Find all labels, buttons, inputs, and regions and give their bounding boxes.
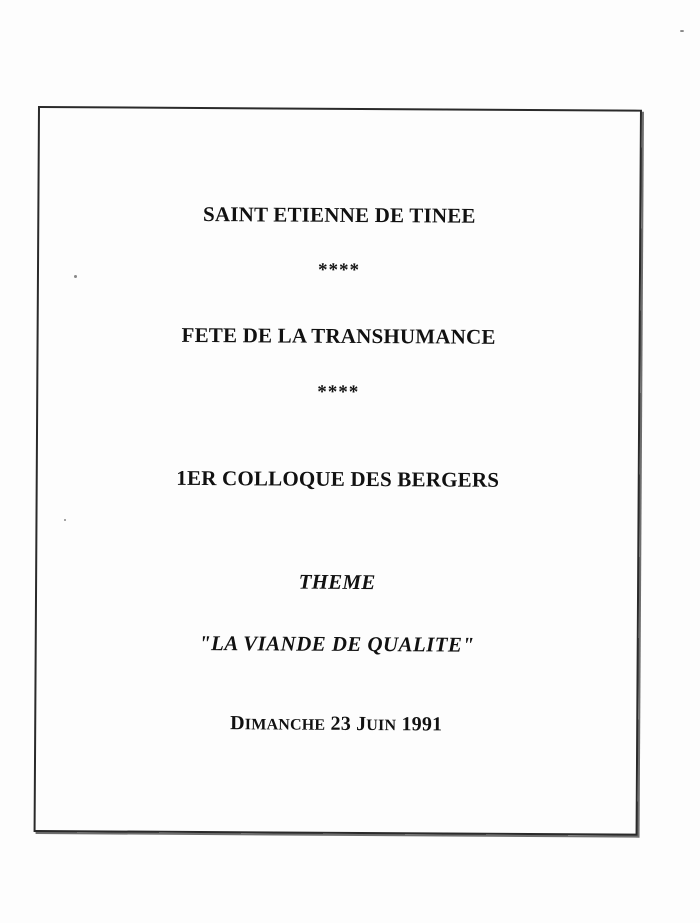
event-title: FETE DE LA TRANSHUMANCE	[181, 322, 496, 349]
theme-text: "LA VIANDE DE QUALITE"	[198, 630, 475, 657]
date-weekday-initial: D	[230, 712, 245, 735]
date-weekday-rest: IMANCHE	[244, 716, 326, 734]
date-day: 23	[330, 712, 352, 735]
theme-label: THEME	[298, 569, 376, 595]
separator-stars: ****	[317, 259, 361, 281]
document-title: SAINT ETIENNE DE TINEE	[202, 202, 476, 228]
date-month-rest: UIN	[366, 717, 397, 735]
colloque-title: 1ER COLLOQUE DES BERGERS	[176, 465, 500, 492]
date-month-initial: J	[356, 712, 367, 736]
separator-stars: ****	[317, 381, 360, 403]
bordered-frame	[34, 106, 642, 836]
event-date	[36, 711, 636, 738]
date-year: 1991	[401, 713, 443, 736]
scan-speck	[680, 30, 684, 32]
